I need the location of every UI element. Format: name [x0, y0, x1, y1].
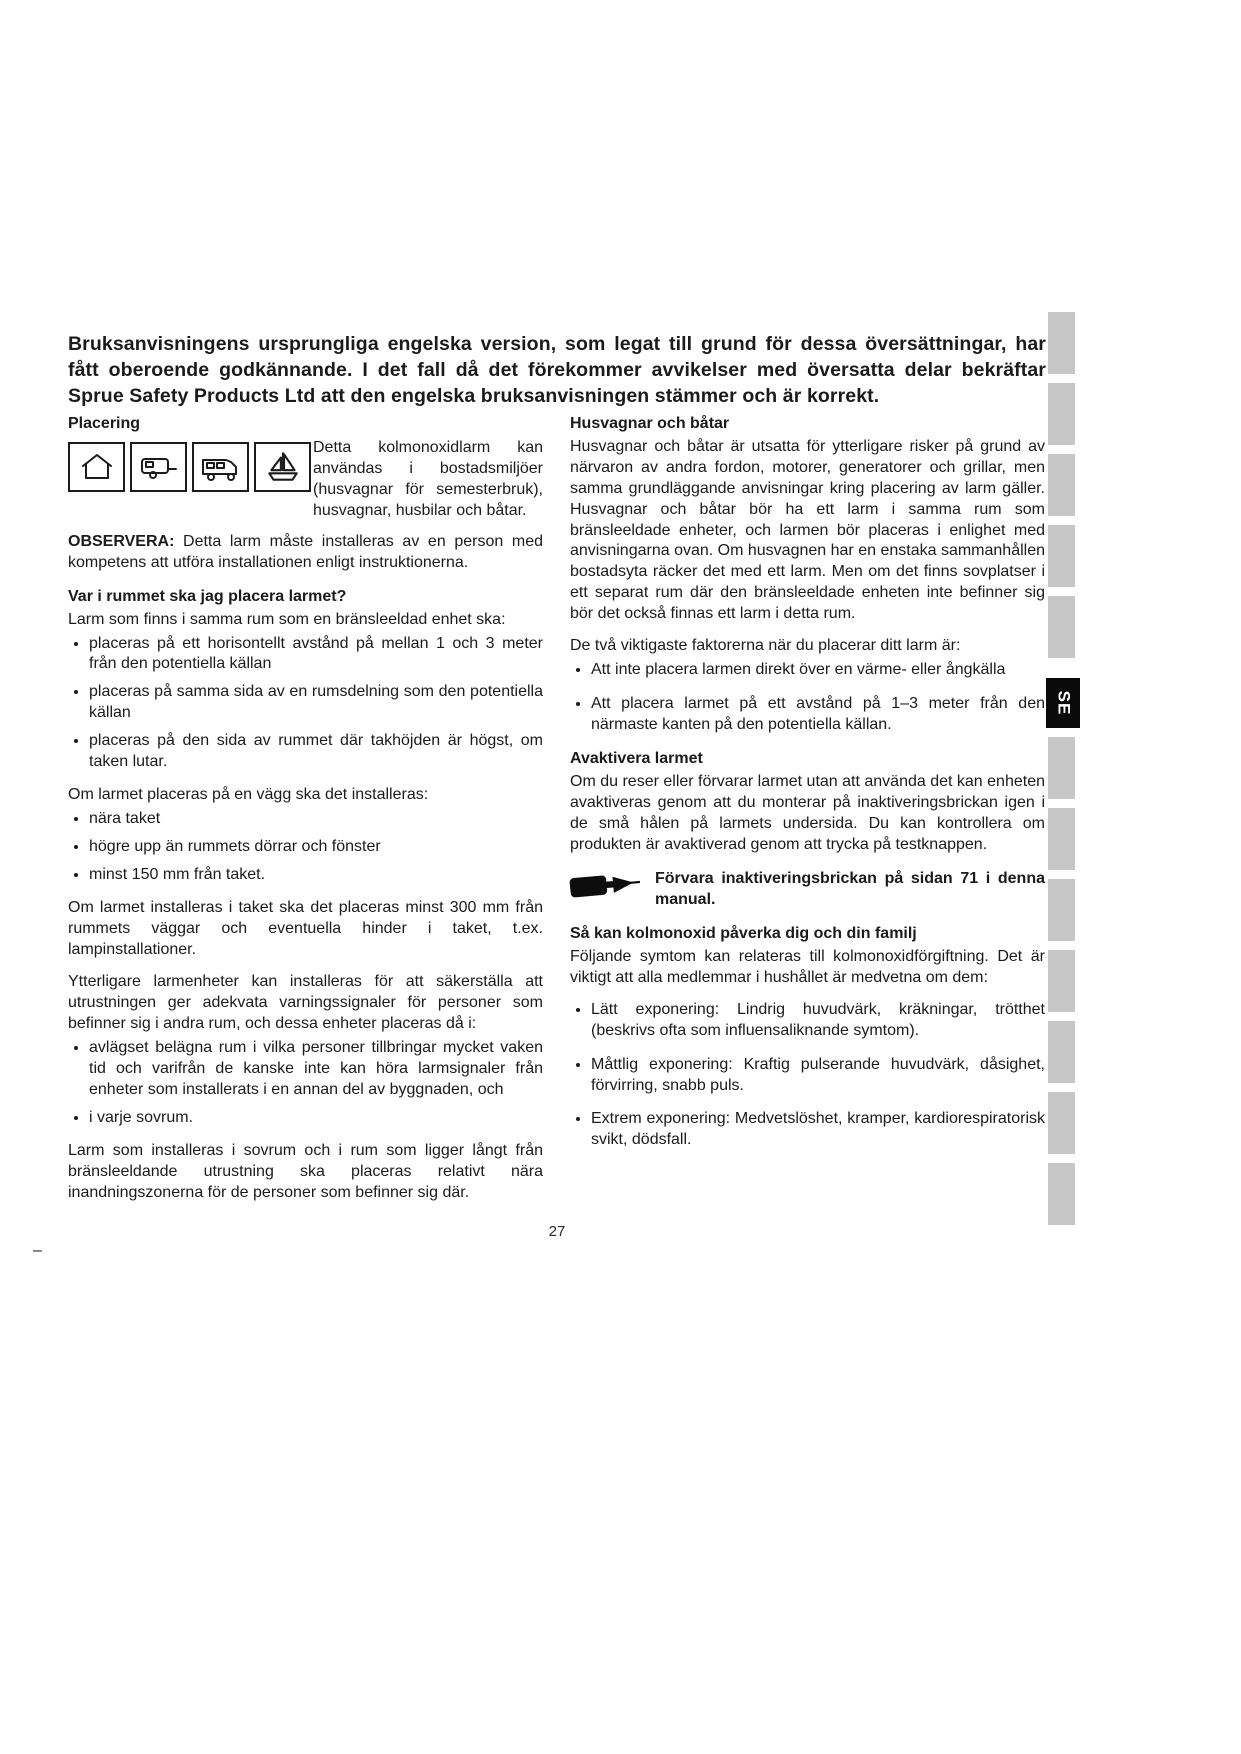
stray-mark: –: [33, 1242, 42, 1259]
wall-intro: Om larmet placeras på en vägg ska det installeras:: [68, 786, 429, 804]
list-item: • Extrem exponering: Medvetslöshet, kramper, kardiorespiratorisk svikt, dödsfall.: [591, 1109, 1045, 1151]
placering-heading: Placering: [68, 414, 141, 432]
list-item: • avlägset belägna rum i vilka personer tillbringar mycket vaken tid och varifrån de kanske inte kan höra larmsignaler från enheter som installerats i en annan del av byggnaden, och: [89, 1038, 543, 1101]
dwelling-icons-caption: Detta kolmonoxidlarm kan användas i bostadsmiljöer (husvagnar för semesterbruk), husvagnar, husbilar och båtar.: [313, 438, 543, 519]
right-column: [570, 414, 1045, 1215]
note-paragraph: [68, 532, 543, 574]
motorhome-icon: [192, 442, 249, 492]
deactivate-heading: Avaktivera larmet: [570, 750, 703, 768]
section-tab: [1048, 1163, 1075, 1225]
left-column: [68, 414, 543, 1215]
page-number: 27: [548, 1223, 566, 1241]
dwelling-icon-row: [68, 442, 311, 492]
section-tab: [1048, 312, 1075, 374]
exposure-list: [570, 1000, 1045, 1152]
list-item: • Lätt exponering: Lindrig huvudvärk, kräkningar, trötthet (beskrivs ofta som influensaliknande symtom).: [591, 1000, 1045, 1042]
approval-intro-paragraph: Bruksanvisningens ursprungliga engelska version, som legat till grund för dessa översättningar, har fått oberoende godkännande. I det fall då det förekommer avvikelser med översatta delar bekräftar Sprue Safety Products Ltd att den engelska bruksanvisningen stämmer och är korrekt.: [68, 333, 1046, 407]
ceiling-paragraph: Om larmet installeras i taket ska det placeras minst 300 mm från rummets väggar och eventuella hinder i taket, t.ex. lampinstallationer.: [68, 899, 543, 958]
boat-icon: [254, 442, 311, 492]
list-item: • placeras på ett horisontellt avstånd på mellan 1 och 3 meter från den potentiella källan: [89, 634, 543, 676]
section-tab: [1048, 596, 1075, 658]
list-item: • i varje sovrum.: [89, 1108, 543, 1129]
where-heading: Var i rummet ska jag placera larmet?: [68, 587, 347, 605]
placement-media-block: [68, 438, 543, 528]
section-tab: [1048, 1092, 1075, 1154]
note-text: Detta larm måste installeras av en person med kompetens att utföra installationen enligt instruktionerna.: [68, 532, 544, 571]
additional-list: [68, 1038, 543, 1129]
note-label: OBSERVERA:: [68, 532, 175, 550]
caravans-heading: Husvagnar och båtar: [570, 414, 730, 432]
factors-intro: De två viktigaste faktorerna när du placerar ditt larm är:: [570, 637, 961, 655]
list-item: • Att placera larmet på ett avstånd på 1–3 meter från den närmaste kanten på den potentiella källan.: [591, 694, 1045, 736]
list-item: • högre upp än rummets dörrar och fönster: [89, 837, 543, 858]
list-item: • nära taket: [89, 809, 543, 830]
co-effects-heading: Så kan kolmonoxid påverka dig och din familj: [570, 924, 917, 942]
bedroom-paragraph: Larm som installeras i sovrum och i rum som ligger långt från bränsleeldande utrustning ska placeras relativt nära inandningszonerna för de personer som befinner sig där.: [68, 1141, 543, 1201]
additional-intro: Ytterligare larmenheter kan installeras för att säkerställa att utrustningen ger adekvata varningssignaler för personer som befinner sig i andra rum, och dessa enheter placeras då i:: [68, 972, 543, 1032]
section-tab: [1048, 737, 1075, 799]
section-tab: [1048, 808, 1075, 870]
list-item: • Att inte placera larmen direkt över en värme- eller ångkälla: [591, 660, 1045, 681]
two-column-layout: [68, 414, 1046, 1215]
tag-note-text: Förvara inaktiveringsbrickan på sidan 71 i denna manual.: [655, 869, 1045, 908]
tag-note: [570, 869, 1045, 911]
list-item: • minst 150 mm från taket.: [89, 865, 543, 886]
deactivate-paragraph: Om du reser eller förvarar larmet utan att använda det kan enheten avaktiveras genom att du monterar på inaktiveringsbrickan igen i de små hålen på larmets undersida. Du kan kontrollera om produkten är avaktiverad genom att trycka på testknappen.: [570, 773, 1045, 853]
list-item: • placeras på den sida av rummet där takhöjden är högst, om taken lutar.: [89, 731, 543, 773]
wall-list: [68, 809, 543, 886]
caravan-icon: [130, 442, 187, 492]
language-tab-label: SE: [1054, 690, 1073, 716]
section-tab: [1048, 383, 1075, 445]
language-tab-se: [1046, 678, 1080, 728]
inactivation-tag-icon: [569, 869, 644, 910]
section-tab: [1048, 454, 1075, 516]
co-effects-paragraph: Följande symtom kan relateras till kolmonoxidförgiftning. Det är viktigt att alla medlemmar i hushållet är medvetna om dem:: [570, 947, 1045, 986]
section-tab: [1048, 1021, 1075, 1083]
where-list: [68, 634, 543, 774]
caravans-paragraph: Husvagnar och båtar är utsatta för ytterligare risker på grund av närvaron av andra fordon, motorer, generatorer och grillar, men samma grundläggande anvisningar kring placering av larm gäller. Husvagnar och båtar bör ha ett larm i samma rum som bränsleeldade enheter, och larmen bör placeras i enlighet med anvisningarna ovan. Om husvagnen har en enstaka sammanhållen bostadsyta räcker det med ett larm. Men om det finns sovplatser i ett separat rum där den bränsleeldade enheten inte befinner sig bör det också finnas ett larm i detta rum.: [570, 437, 1045, 623]
list-item: • Måttlig exponering: Kraftig pulserande huvudvärk, dåsighet, förvirring, snabb puls.: [591, 1055, 1045, 1097]
list-item: • placeras på samma sida av en rumsdelning som den potentiella källan: [89, 682, 543, 724]
section-tab: [1048, 950, 1075, 1012]
where-intro: Larm som finns i samma rum som en bränsleeldad enhet ska:: [68, 610, 506, 628]
section-tab: [1048, 879, 1075, 941]
factors-list: [570, 660, 1045, 736]
house-icon: [68, 442, 125, 492]
section-tab: [1048, 525, 1075, 587]
section-tab-strip: [1048, 312, 1092, 1234]
page-content: [68, 332, 1046, 1240]
